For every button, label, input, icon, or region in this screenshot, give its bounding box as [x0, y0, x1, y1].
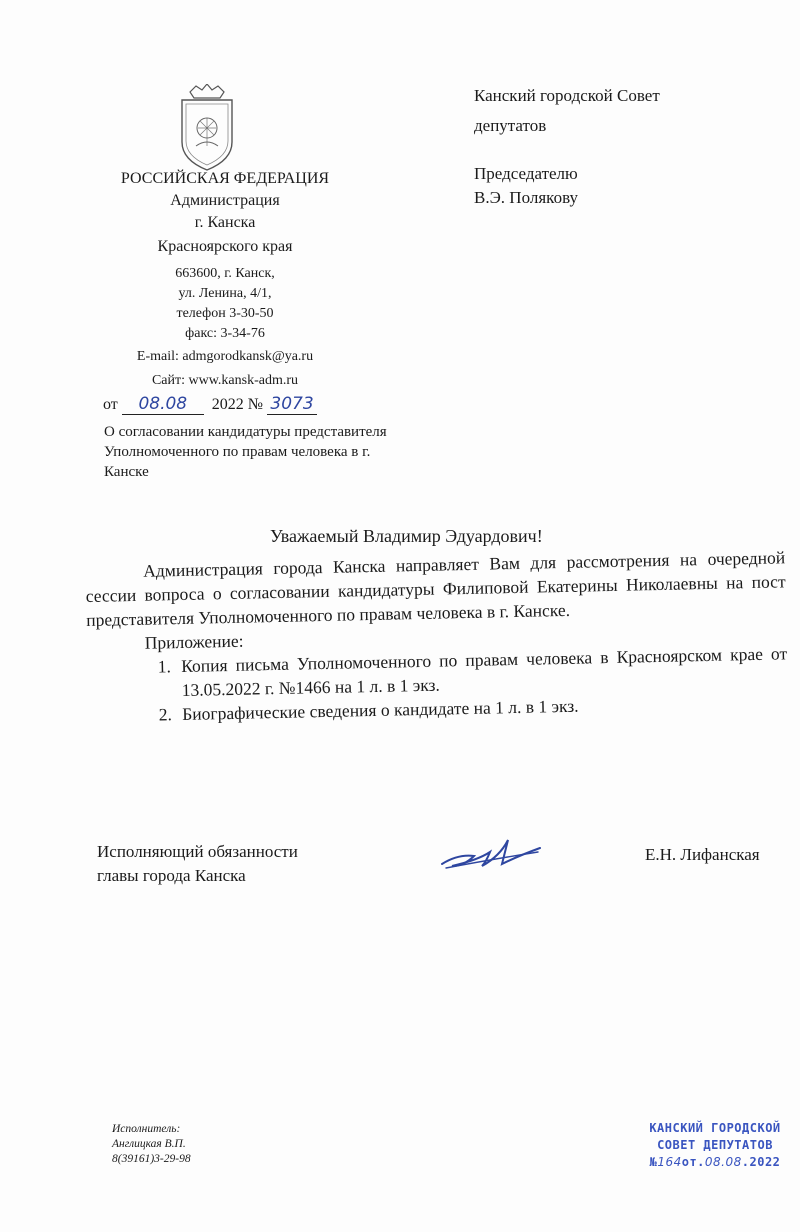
executor-block	[112, 1122, 191, 1167]
letterhead-email: E-mail: admgorodkansk@ya.ru	[136, 349, 314, 364]
stamp-number-line: №164от.08.08.2022	[649, 1155, 781, 1169]
stamp-date-handwritten: 08.08	[704, 1155, 742, 1169]
signatory-title	[97, 840, 298, 888]
executor-name: Англицкая В.П.	[112, 1138, 186, 1150]
stamp-line2: СОВЕТ ДЕПУТАТОВ	[657, 1138, 773, 1152]
handwritten-signature	[438, 826, 548, 874]
date-prefix: от	[103, 396, 118, 413]
letterhead-address-line1: 663600, г. Канск,	[175, 266, 275, 281]
body-paragraph: Администрация города Канска направляет Вам для рассмотрения на очередной сессии вопроса о согласовании кандидатуры Филиповой Екатерины Николаевны на пост представителя Уполномоченного по правам человека в г. Канске.	[85, 547, 786, 630]
letterhead-phone: телефон 3-30-50	[176, 306, 274, 321]
signatory-name: Е.Н. Лифанская	[645, 845, 760, 864]
attachments-title: Приложение:	[144, 630, 244, 653]
addressee-line2: депутатов	[474, 116, 547, 135]
letterhead-fax: факс: 3-34-76	[185, 326, 265, 341]
attachment-item: 1. Копия письма Уполномоченного по правам человека в Красноярском крае от 13.05.2022 г. №1466 на 1 л. в 1 экз.	[175, 641, 788, 702]
letterhead-org: Администрация	[170, 192, 280, 209]
coat-of-arms-emblem	[176, 84, 238, 172]
date-field	[122, 394, 204, 415]
letter-subject: О согласовании кандидатуры представителя Уполномоченного по правам человека в г. Канске	[104, 424, 387, 480]
greeting: Уважаемый Владимир Эдуардович!	[270, 526, 543, 546]
number-handwritten: 3073	[270, 394, 314, 414]
letterhead-country: РОССИЙСКАЯ ФЕДЕРАЦИЯ	[120, 170, 330, 187]
executor-phone: 8(39161)3-29-98	[112, 1153, 191, 1165]
letterhead-city: г. Канска	[194, 214, 256, 231]
date-handwritten: 08.08	[138, 394, 188, 414]
registration-stamp	[640, 1120, 790, 1171]
stamp-no-prefix: №	[649, 1155, 658, 1169]
letter-date-line	[103, 394, 317, 415]
letterhead-region: Красноярского края	[157, 238, 293, 255]
signatory-title-line1: Исполняющий обязанности	[97, 842, 298, 861]
letter-body	[85, 545, 788, 728]
addressee-line1: Канский городской Совет	[474, 86, 660, 105]
year-number-label: 2022 №	[211, 396, 264, 413]
letterhead-address-line2: ул. Ленина, 4/1,	[178, 286, 272, 301]
signatory-title-line2: главы города Канска	[97, 866, 246, 885]
number-field	[267, 394, 317, 415]
attachment-item: 2. Биографические сведения о кандидате на 1 л. в 1 экз.	[176, 689, 788, 726]
stamp-from-prefix: от	[681, 1155, 698, 1169]
stamp-no-handwritten: 164	[657, 1155, 682, 1169]
letterhead-site: Сайт: www.kansk-adm.ru	[151, 373, 299, 388]
addressee-line3: Председателю	[474, 164, 578, 183]
stamp-line1: КАНСКИЙ ГОРОДСКОЙ	[649, 1121, 781, 1135]
addressee-line4: В.Э. Полякову	[474, 188, 579, 207]
attachments-list	[87, 641, 788, 728]
stamp-year: 2022	[749, 1155, 781, 1169]
executor-label: Исполнитель:	[112, 1123, 181, 1135]
